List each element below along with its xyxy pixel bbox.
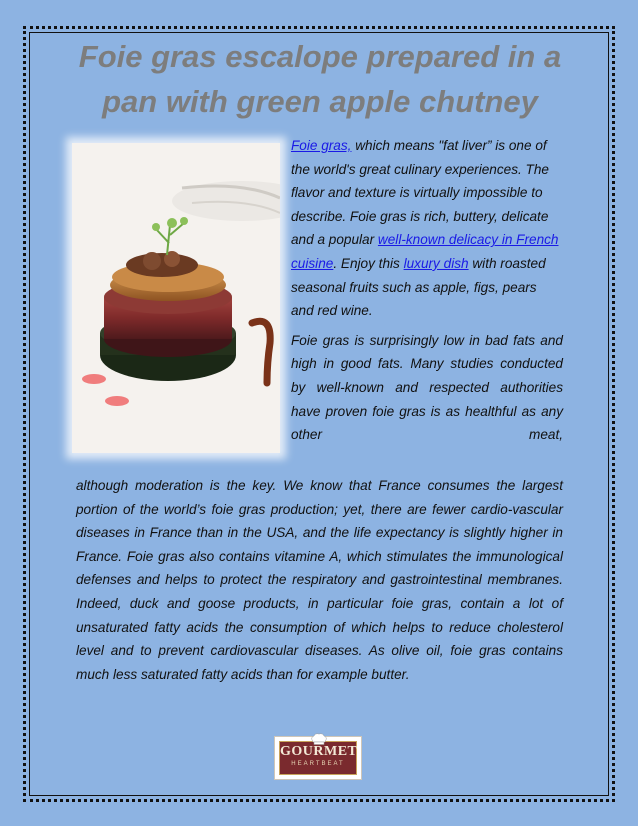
gourmet-heartbeat-logo (274, 736, 362, 780)
health-paragraph-continued (76, 474, 563, 686)
health-paragraph-start: Foie gras is surprisingly low in bad fats and high in good fats. Many studies conducted by well-known and respected authorities have proven foie gras is as healthful as any other meat, (291, 332, 563, 443)
foie-gras-plate-image (72, 143, 280, 453)
logo-plate (279, 741, 357, 775)
page-title: Foie gras escalope prepared in a pan with green apple chutney (78, 39, 562, 119)
intro-column (291, 134, 563, 447)
intro-text-1: which means "fat liver” is one of the world's great culinary experiences. The flavor and texture is virtually impossible to describe. Foie gras is rich, buttery, delicate and a popular (291, 138, 549, 248)
logo-wordmark: GOURMET (280, 744, 358, 759)
luxury-dish-link[interactable]: luxury dish (403, 255, 469, 271)
intro-paragraph (291, 134, 563, 323)
intro-text-3: with roasted seasonal fruits such as apple, figs, pears and red wine. (291, 255, 546, 319)
intro-text-2: . Enjoy this (333, 255, 404, 271)
health-text: although moderation is the key. We know that France consumes the largest portion of the world’s foie gras production; yet, there are fewer cardio-vascular diseases in France than in the USA, and the life expectancy is slightly higher in France. Foie gras also contains vitamine A, which stimulates the immunological defenses and helps to protect the respiratory and gastrointestinal membranes. Indeed, duck and goose products, in particular foie gras, contain a lot of unsaturated fatty acids the consumption of which helps to reduce cholesterol level and to prevent cardiovascular diseases. As olive oil, foie gras contains much less saturated fatty acids than for example butter. (76, 478, 563, 682)
logo-subtitle: HEARTBEAT (291, 761, 345, 767)
foie-gras-link[interactable]: Foie gras, (291, 138, 352, 153)
delicacy-link[interactable]: well-known delicacy in French cuisine (291, 232, 559, 271)
